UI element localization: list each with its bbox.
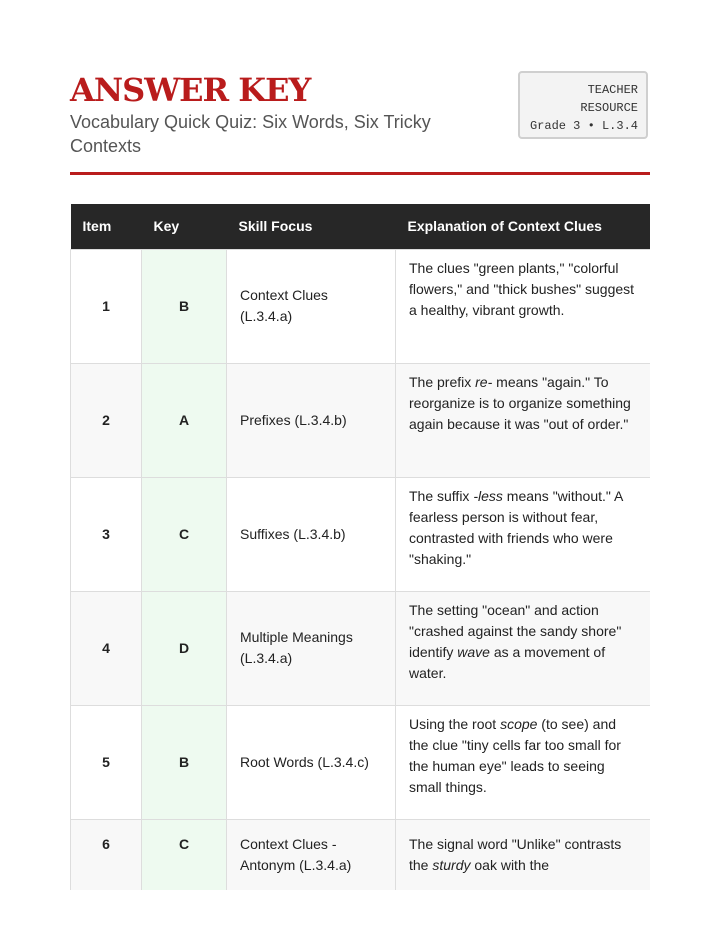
table-header-row: [71, 204, 651, 249]
explanation-text: Using the root: [409, 715, 501, 732]
answer-key: C: [142, 477, 227, 591]
item-number: 4: [71, 591, 142, 705]
answer-key: C: [142, 819, 227, 890]
item-number: 6: [71, 819, 142, 890]
item-number: 5: [71, 705, 142, 819]
explanation-emphasis: sturdy: [432, 856, 471, 873]
explanation-emphasis: -less: [473, 487, 503, 504]
explanation-text: The clues "green plants," "colorful flowers," and "thick bushes" suggest a healthy, vibrant growth.: [409, 259, 635, 318]
explanation-text: The setting "ocean" and action "crashed against the sandy shore" identify: [409, 601, 622, 660]
skill-focus: Root Words (L.3.4.c): [227, 705, 396, 819]
badge-line: TEACHER: [587, 83, 638, 97]
explanation: [396, 363, 651, 477]
badge-line: Grade 3 • L.3.4: [529, 119, 638, 133]
answer-key: D: [142, 591, 227, 705]
explanation: [396, 705, 651, 819]
column-header-explanation: Explanation of Context Clues: [396, 204, 651, 249]
skill-focus: Multiple Meanings (L.3.4.a): [227, 591, 396, 705]
column-header-item: Item: [71, 204, 142, 249]
explanation-text: The signal word "Unlike" contrasts the: [409, 835, 622, 873]
explanation-text: The suffix: [409, 487, 474, 504]
table-row: [71, 591, 651, 705]
answer-key: B: [142, 249, 227, 363]
badge-line: RESOURCE: [580, 101, 638, 115]
table-row: [71, 819, 651, 890]
explanation-emphasis: scope: [500, 715, 538, 732]
explanation: [396, 477, 651, 591]
column-header-key: Key: [142, 204, 227, 249]
explanation-text: (to see) and the clue "tiny cells far too small for the human eye" leads to seeing small things.: [409, 715, 621, 795]
answer-key-table: [70, 204, 650, 890]
item-number: 1: [71, 249, 142, 363]
answer-key: A: [142, 363, 227, 477]
explanation-emphasis: wave: [457, 643, 490, 660]
skill-focus: Context Clues - Antonym (L.3.4.a): [227, 819, 396, 890]
item-number: 3: [71, 477, 142, 591]
teacher-resource-badge: [518, 71, 648, 139]
explanation: [396, 819, 651, 890]
skill-focus: Prefixes (L.3.4.b): [227, 363, 396, 477]
table-row: [71, 249, 651, 363]
explanation-text: means "again." To reorganize is to organize something again because it was "out of order.": [409, 373, 631, 432]
answer-key: B: [142, 705, 227, 819]
page-subtitle: Vocabulary Quick Quiz: Six Words, Six Tricky Contexts: [70, 112, 431, 156]
table-row: [71, 705, 651, 819]
explanation-text: means "without." A fearless person is without fear, contrasted with friends who were "shaking.": [409, 487, 623, 567]
explanation: [396, 249, 651, 363]
skill-focus: Context Clues (L.3.4.a): [227, 249, 396, 363]
answer-key-table-container: [70, 204, 650, 890]
explanation-emphasis: re-: [475, 373, 493, 390]
explanation-text: as a movement of water.: [409, 643, 606, 681]
table-row: [71, 363, 651, 477]
table-row: [71, 477, 651, 591]
page-header: [70, 70, 650, 160]
item-number: 2: [71, 363, 142, 477]
skill-focus: Suffixes (L.3.4.b): [227, 477, 396, 591]
explanation-text: The prefix: [409, 373, 476, 390]
explanation-text: oak with the: [470, 856, 550, 873]
page-title: ANSWER KEY: [70, 71, 311, 109]
header-divider: [70, 172, 650, 175]
column-header-skill-focus: Skill Focus: [227, 204, 396, 249]
explanation: [396, 591, 651, 705]
